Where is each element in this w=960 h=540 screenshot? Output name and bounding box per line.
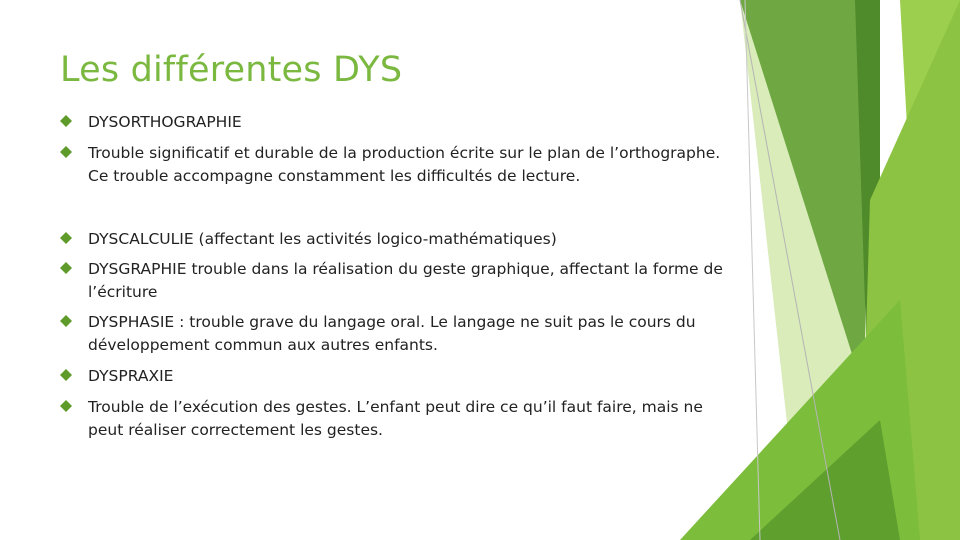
bullet-text: DYSCALCULIE (affectant les activités logico-mathématiques): [88, 230, 557, 248]
slide-title: Les différentes DYS: [60, 50, 403, 90]
diamond-bullet-icon: [60, 232, 72, 244]
bullet-text: DYSPRAXIE: [88, 367, 174, 385]
bullet-text: Trouble significatif et durable de la production écrite sur le plan de l’orthographe. Ce trouble accompagne constamment les difficultés de lecture.: [88, 144, 721, 185]
diamond-bullet-icon: [60, 115, 72, 127]
diamond-bullet-icon: [60, 315, 72, 327]
diamond-bullet-icon: [60, 146, 72, 158]
bullet-item: [60, 142, 740, 188]
diamond-bullet-icon: [60, 369, 72, 381]
bullet-item: [60, 228, 740, 251]
bullet-text: DYSPHASIE : trouble grave du langage oral. Le langage ne suit pas le cours du développement commun aux autres enfants.: [88, 313, 696, 354]
bullet-item: [60, 111, 740, 134]
diamond-bullet-icon: [60, 400, 72, 412]
diamond-bullet-icon: [60, 262, 72, 274]
bullet-text: DYSORTHOGRAPHIE: [88, 113, 242, 131]
bullet-text: DYSGRAPHIE trouble dans la réalisation du geste graphique, affectant la forme de l’écriture: [88, 260, 723, 301]
bullet-item: [60, 311, 740, 357]
bullet-item: [60, 365, 740, 388]
bullet-item: [60, 258, 740, 304]
bullet-text: Trouble de l’exécution des gestes. L’enfant peut dire ce qu’il faut faire, mais ne peut réaliser correctement les gestes.: [88, 398, 703, 439]
bullet-item: [60, 396, 740, 442]
